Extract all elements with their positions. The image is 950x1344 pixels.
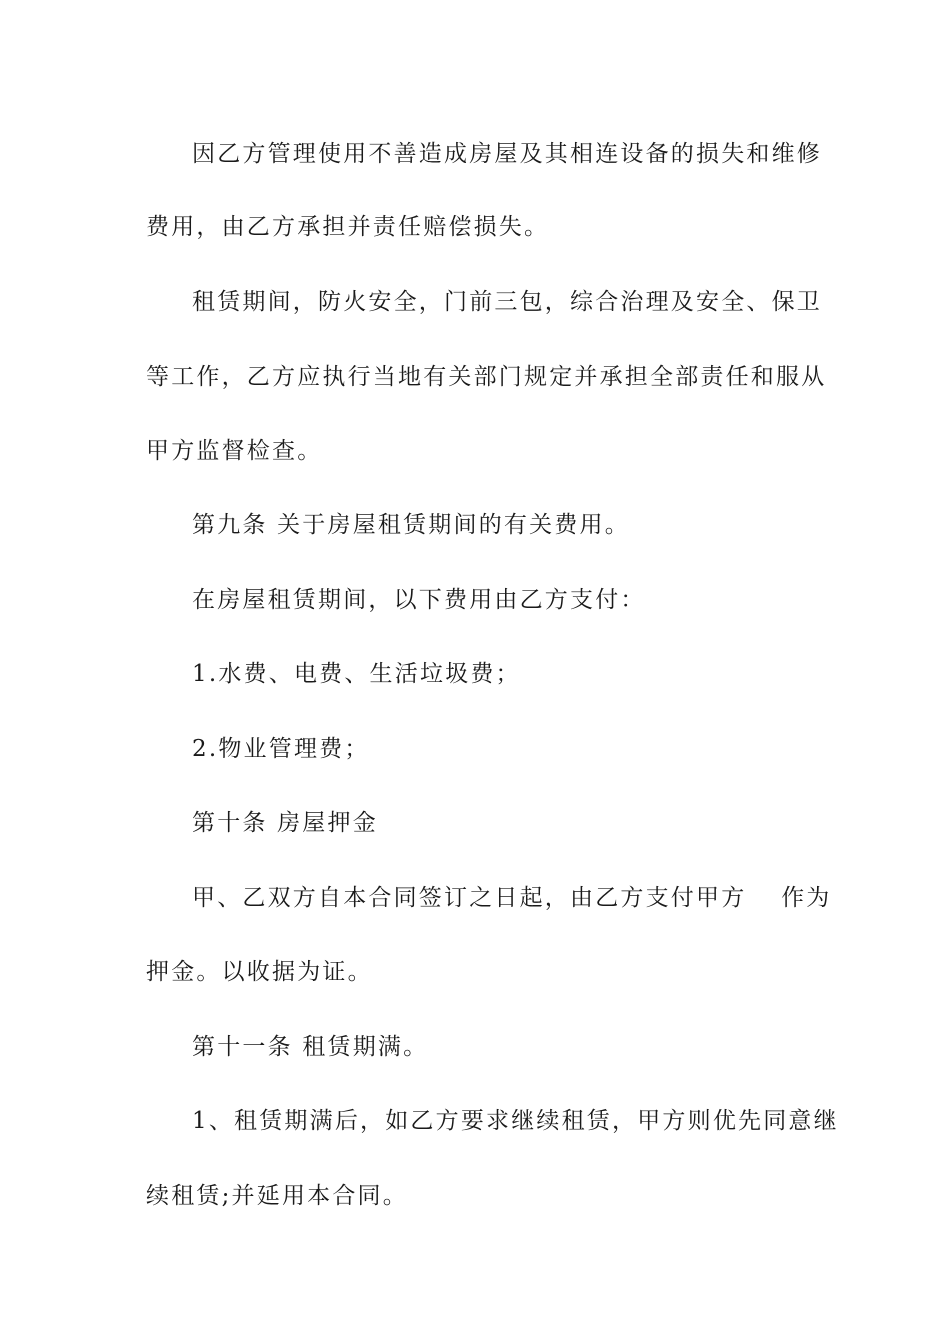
paragraph-line: 租赁期间，防火安全，门前三包，综合治理及安全、保卫: [192, 289, 822, 315]
paragraph-line: 续租赁;并延用本合同。: [146, 1183, 408, 1209]
paragraph-line: 等工作，乙方应执行当地有关部门规定并承担全部责任和服从: [146, 364, 827, 390]
article-heading: 第十条 房屋押金: [192, 810, 378, 836]
paragraph-line: 1、租赁期满后，如乙方要求继续租赁，甲方则优先同意继: [192, 1108, 839, 1134]
list-item: 1.水费、电费、生活垃圾费；: [192, 661, 521, 687]
list-item: 2.物业管理费；: [192, 736, 370, 762]
paragraph-line: 押金。以收据为证。: [146, 959, 373, 985]
paragraph-line: 因乙方管理使用不善造成房屋及其相连设备的损失和维修: [192, 141, 822, 167]
paragraph-line: 甲、乙双方自本合同签订之日起，由乙方支付甲方 作为: [192, 885, 832, 911]
article-heading: 第十一条 租赁期满。: [192, 1034, 429, 1060]
paragraph-line: 费用，由乙方承担并责任赔偿损失。: [146, 214, 550, 240]
paragraph-line: 甲方监督检查。: [146, 438, 323, 464]
paragraph-line: 在房屋租赁期间，以下费用由乙方支付：: [192, 587, 646, 613]
article-heading: 第九条 关于房屋租赁期间的有关费用。: [192, 512, 630, 538]
